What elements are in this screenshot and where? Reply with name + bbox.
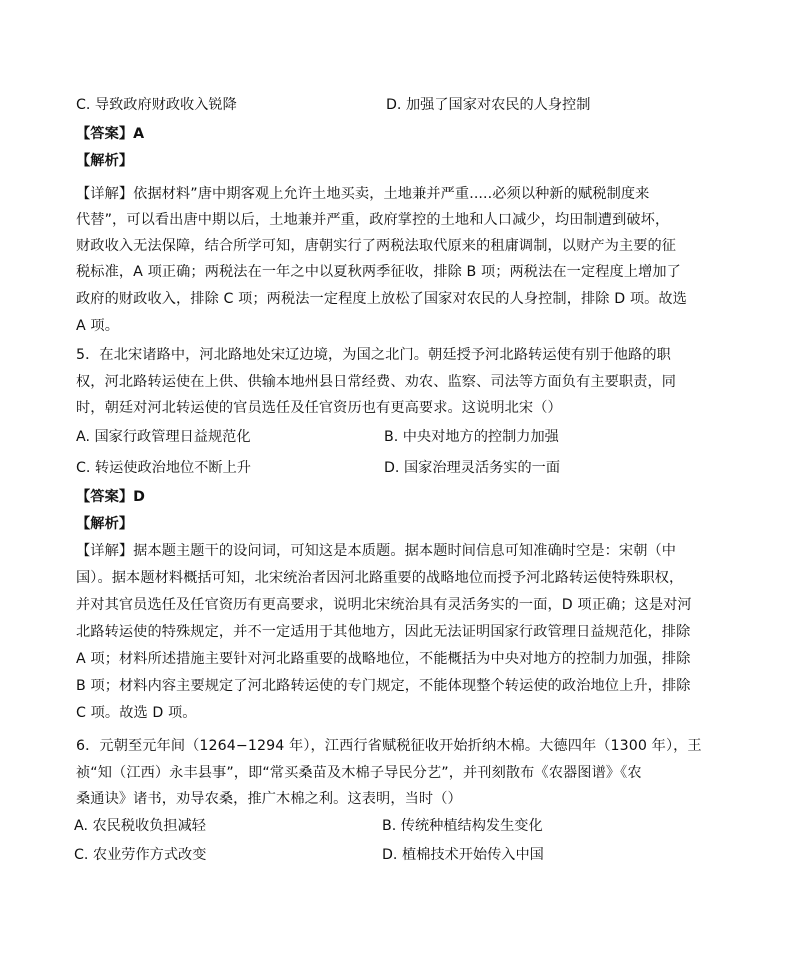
analysis-tag: 【解析】 [76,516,134,532]
q5-option-b: B. 中央对地方的控制力加强 [384,429,559,445]
q5-detail-line: 并对其官员选任及任官资历有更高要求，说明北宋统治具有灵活务实的一面，D 项正确；这是对河 [76,597,692,613]
q6-stem-line: 桑通诀》诸书，劝导农桑，推广木棉之利。这表明，当时（） [76,791,462,807]
analysis-tag: 【解析】 [76,153,134,169]
q4-analysis-tag [76,151,676,171]
answer-tag: 【答案】 [76,489,134,505]
q4-detail-line: 【详解】依据材料”唐中期客观上允许土地买卖，土地兼并严重.....必须以种新的赋税制度来 [76,186,650,202]
q5-detail-line: 国）。据本题材料概括可知，北宋统治者因河北路重要的战略地位而授予河北路转运使特殊职权， [76,570,684,586]
q4-detail-line: 税标准，A 项正确；两税法在一年之中以夏秋两季征收，排除 B 项；两税法在一定程度上增加了 [76,264,681,280]
q5-detail-line: C 项。故选 D 项。 [76,705,197,721]
q6-stem-line: 祯“知（江西）永丰县事”，即“常买桑苗及木棉子导民分艺”，并刊刻散布《农器图谱》《农 [76,765,642,781]
q6-option-b: B. 传统种植结构发生变化 [382,818,543,834]
q4-detail-line: 政府的财政收入，排除 C 项；两税法一定程度上放松了国家对农民的人身控制，排除 D 项。故选 [76,291,687,307]
q4-answer [76,124,676,144]
answer-value: A [133,126,145,142]
q4-detail-line: A 项。 [76,318,119,334]
q5-option-c: C. 转运使政治地位不断上升 [76,460,251,476]
q5-detail-line: A 项；材料所述措施主要针对河北路重要的战略地位，不能概括为中央对地方的控制力加强，排除 [76,651,691,667]
q5-stem-line: 权，河北路转运使在上供、供输本地州县日常经费、劝农、监察、司法等方面负有主要职责，同 [76,374,677,390]
q5-option-a: A. 国家行政管理日益规范化 [76,429,251,445]
answer-value: D [133,489,146,505]
q5-option-d: D. 国家治理灵活务实的一面 [384,460,561,476]
q5-stem-line: 时，朝廷对河北转运使的官员选任及任官资历也有更高要求。这说明北宋（） [76,400,562,416]
q4-option-d: D. 加强了国家对农民的人身控制 [386,97,591,113]
q5-analysis-tag [76,514,676,534]
q4-option-c: C. 导致政府财政收入锐降 [76,97,237,113]
q5-detail-line: 【详解】据本题主题干的设问词，可知这是本质题。据本题时间信息可知准确时空是：宋朝（中 [76,543,677,559]
answer-tag: 【答案】 [76,126,134,142]
q6-option-c: C. 农业劳作方式改变 [74,847,207,863]
q6-option-a: A. 农民税收负担减轻 [74,818,206,834]
q4-detail-line: 财政收入无法保障，结合所学可知，唐朝实行了两税法取代原来的租庸调制，以财产为主要的征 [76,238,677,254]
q6-stem-line: 6．元朝至元年间（1264−1294 年），江西行省赋税征收开始折纳木棉。大德四年（1300 年），王 [76,738,702,754]
q5-answer [76,487,676,507]
q5-detail-line: B 项；材料内容主要规定了河北路转运使的专门规定，不能体现整个转运使的政治地位上升，排除 [76,678,691,694]
q4-detail-line: 代替”，可以看出唐中期以后，土地兼并严重，政府掌控的土地和人口减少，均田制遭到破坏， [76,212,670,228]
q5-detail-line: 北路转运使的特殊规定，并不一定适用于其他地方，因此无法证明国家行政管理日益规范化，排除 [76,624,691,640]
q6-option-d: D. 植棉技术开始传入中国 [382,847,544,863]
q5-stem-line: 5．在北宋诸路中，河北路地处宋辽边境，为国之北门。朝廷授予河北路转运使有别于他路的职 [76,347,671,363]
